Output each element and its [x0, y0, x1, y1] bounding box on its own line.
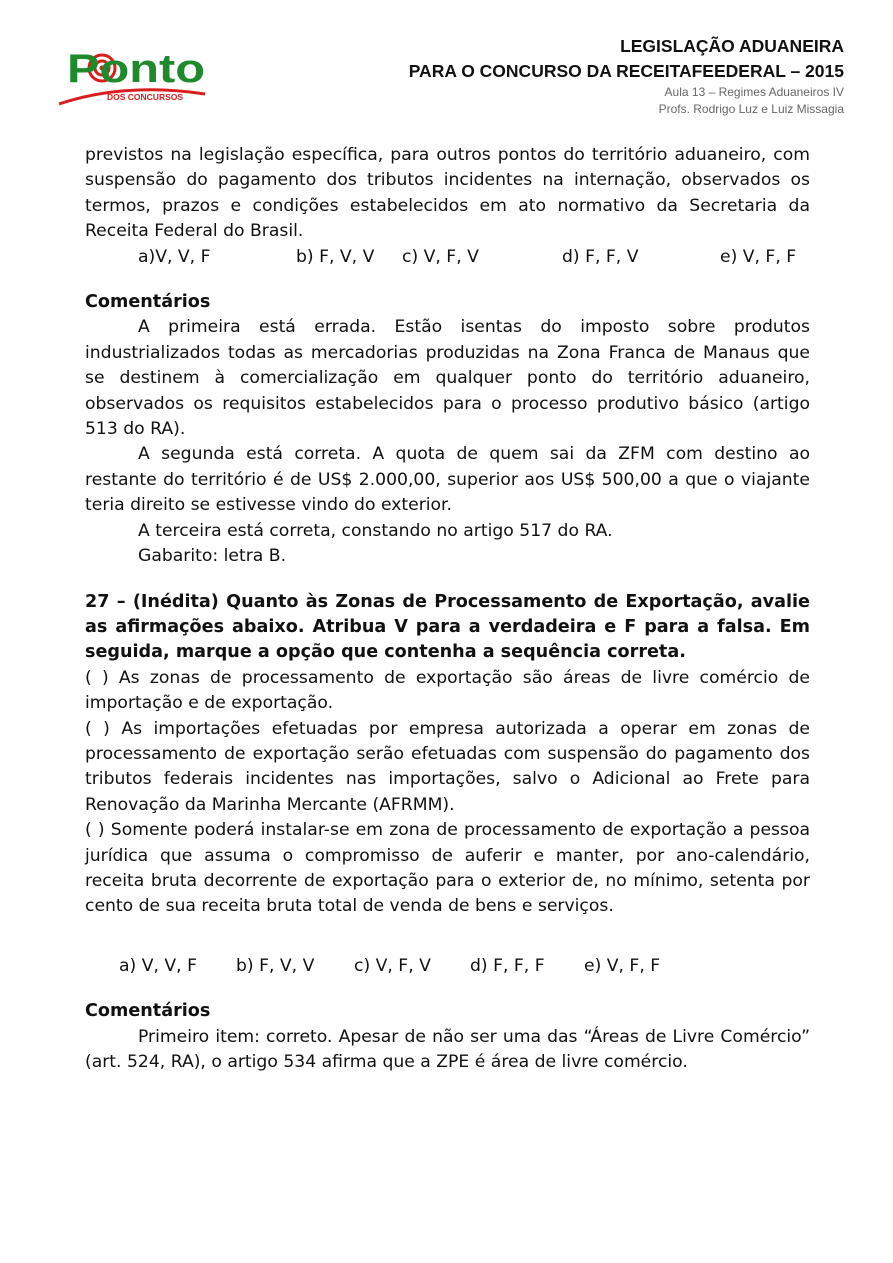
comment-paragraph-4: Primeiro item: correto. Apesar de não ser uma das “Áreas de Livre Comércio” (art. 524, RA), o artigo 534 afirma que a ZPE é área de livre comércio.: [85, 1026, 810, 1072]
comments-heading-1: Comentários: [85, 292, 211, 313]
option-a: a)V, V, F: [138, 246, 211, 267]
logo-main-text: Ponto: [67, 47, 205, 91]
header-subtitle-line1: Aula 13 – Regimes Aduaneiros IV: [664, 85, 844, 99]
question-item-2: ( ) As importações efetuadas por empresa autorizada a operar em zonas de processamento de exportação serão efetuadas com suspensão do pagamento dos tributos federais incidentes nas importações, salvo o Adicional ao Frete para Renovação da Marinha Mercante (AFRMM).: [85, 718, 810, 815]
answer-options-2: [85, 954, 810, 979]
answer-options-1: [85, 245, 810, 270]
comments-heading-2: Comentários: [85, 1001, 211, 1022]
ponto-logo: [55, 38, 215, 110]
page-header: [0, 0, 893, 130]
continuation-paragraph: previstos na legislação específica, para outros pontos do território aduaneiro, com suspensão do pagamento dos tributos incidentes na internação, observados os termos, prazos e condições estabelecidos em ato normativo da Secretaria da Receita Federal do Brasil.: [85, 145, 810, 242]
page-content: [85, 143, 810, 1075]
comment-paragraph-2: A segunda está correta. A quota de quem sai da ZFM com destino ao restante do território é de US$ 2.000,00, superior aos US$ 500,00 a que o viajante teria direito se estivesse vindo do exterior.: [85, 444, 810, 516]
comment-paragraph-1: A primeira está errada. Estão isentas do imposto sobre produtos industrializados todas as mercadorias produzidas na Zona Franca de Manaus que se destinem à comercialização em qualquer ponto do território aduaneiro, observados os requisitos estabelecidos para o processo produtivo básico (artigo 513 do RA).: [85, 317, 810, 440]
question-27-title: 27 – (Inédita) Quanto às Zonas de Processamento de Exportação, avalie as afirmações abaixo. Atribua V para a verdadeira e F para a falsa. Em seguida, marque a opção que contenha a sequência correta.: [85, 591, 810, 663]
header-title-line1: LEGISLAÇÃO ADUANEIRA: [620, 36, 844, 56]
question-item-3: ( ) Somente poderá instalar-se em zona de processamento de exportação a pessoa jurídica que assuma o compromisso de auferir e manter, por ano-calendário, receita bruta decorrente de exportação para o exterior de, no mínimo, setenta por cento de sua receita bruta total de venda de bens e serviços.: [85, 820, 810, 917]
header-titles: [409, 34, 844, 118]
option-e: e) V, F, F: [584, 955, 661, 976]
option-a: a) V, V, F: [119, 955, 197, 976]
answer-key: Gabarito: letra B.: [138, 546, 287, 567]
option-c: c) V, F, V: [402, 246, 479, 267]
header-title-line2: PARA O CONCURSO DA RECEITAFEEDERAL – 2015: [408, 61, 844, 81]
option-b: b) F, V, V: [296, 246, 375, 267]
question-item-1: ( ) As zonas de processamento de exportação são áreas de livre comércio de importação e de exportação.: [85, 667, 810, 714]
header-subtitle-line2: Profs. Rodrigo Luz e Luiz Missagia: [658, 102, 844, 116]
option-d: d) F, F, V: [562, 246, 639, 267]
option-d: d) F, F, F: [470, 955, 545, 976]
comment-paragraph-3: A terceira está correta, constando no artigo 517 do RA.: [138, 520, 613, 541]
option-c: c) V, F, V: [354, 955, 431, 976]
option-b: b) F, V, V: [236, 955, 315, 976]
option-e: e) V, F, F: [720, 246, 797, 267]
logo-sub-text: DOS CONCURSOS: [107, 92, 184, 102]
